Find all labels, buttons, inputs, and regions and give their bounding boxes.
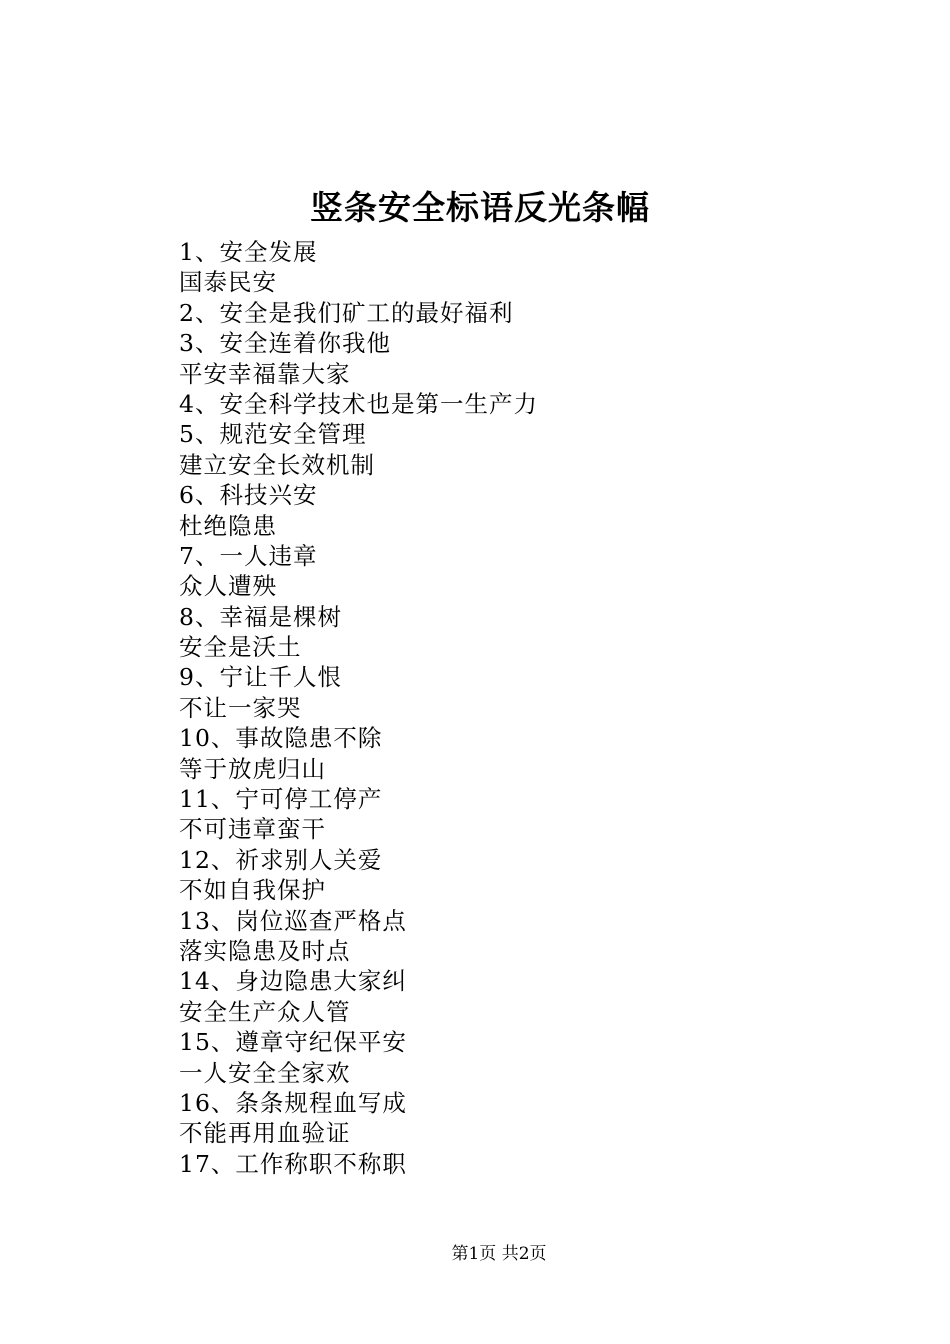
document-title: 竖条安全标语反光条幅 <box>310 188 650 227</box>
slogan-line: 12、祈求别人关爱 <box>179 845 383 874</box>
slogan-line: 国泰民安 <box>179 268 277 297</box>
slogan-line: 平安幸福靠大家 <box>179 359 351 388</box>
slogan-line: 建立安全长效机制 <box>179 450 375 479</box>
slogan-line: 杜绝隐患 <box>179 511 277 540</box>
page-footer: 第1页 共2页 <box>451 1244 547 1264</box>
slogan-line: 3、安全连着你我他 <box>179 329 391 358</box>
slogan-line: 16、条条规程血写成 <box>179 1088 407 1117</box>
slogan-line: 不可违章蛮干 <box>179 815 326 844</box>
slogan-line: 5、规范安全管理 <box>179 420 367 449</box>
slogan-line: 11、宁可停工停产 <box>179 785 383 814</box>
slogan-line: 众人遭殃 <box>179 572 277 601</box>
slogan-line: 不能再用血验证 <box>179 1119 351 1148</box>
slogan-line: 2、安全是我们矿工的最好福利 <box>179 298 514 327</box>
slogan-line: 1、安全发展 <box>179 238 318 266</box>
slogan-line: 等于放虎归山 <box>179 754 326 783</box>
slogan-line: 不让一家哭 <box>179 693 302 722</box>
slogan-line: 一人安全全家欢 <box>179 1058 351 1087</box>
slogan-list <box>179 237 799 1179</box>
slogan-line: 17、工作称职不称职 <box>179 1149 407 1178</box>
slogan-line: 9、宁让千人恨 <box>179 663 342 692</box>
slogan-line: 安全生产众人管 <box>179 997 351 1026</box>
slogan-line: 落实隐患及时点 <box>179 936 351 965</box>
slogan-line: 15、遵章守纪保平安 <box>179 1028 407 1057</box>
slogan-line: 7、一人违章 <box>179 541 318 570</box>
slogan-line: 13、岗位巡查严格点 <box>179 906 407 935</box>
slogan-line: 不如自我保护 <box>179 876 326 905</box>
slogan-line: 4、安全科学技术也是第一生产力 <box>179 389 538 418</box>
slogan-line: 8、幸福是棵树 <box>179 602 342 631</box>
slogan-line: 10、事故隐患不除 <box>179 724 383 753</box>
slogan-line: 14、身边隐患大家纠 <box>179 967 407 996</box>
slogan-line: 安全是沃土 <box>179 633 302 662</box>
slogan-line: 6、科技兴安 <box>179 481 318 510</box>
